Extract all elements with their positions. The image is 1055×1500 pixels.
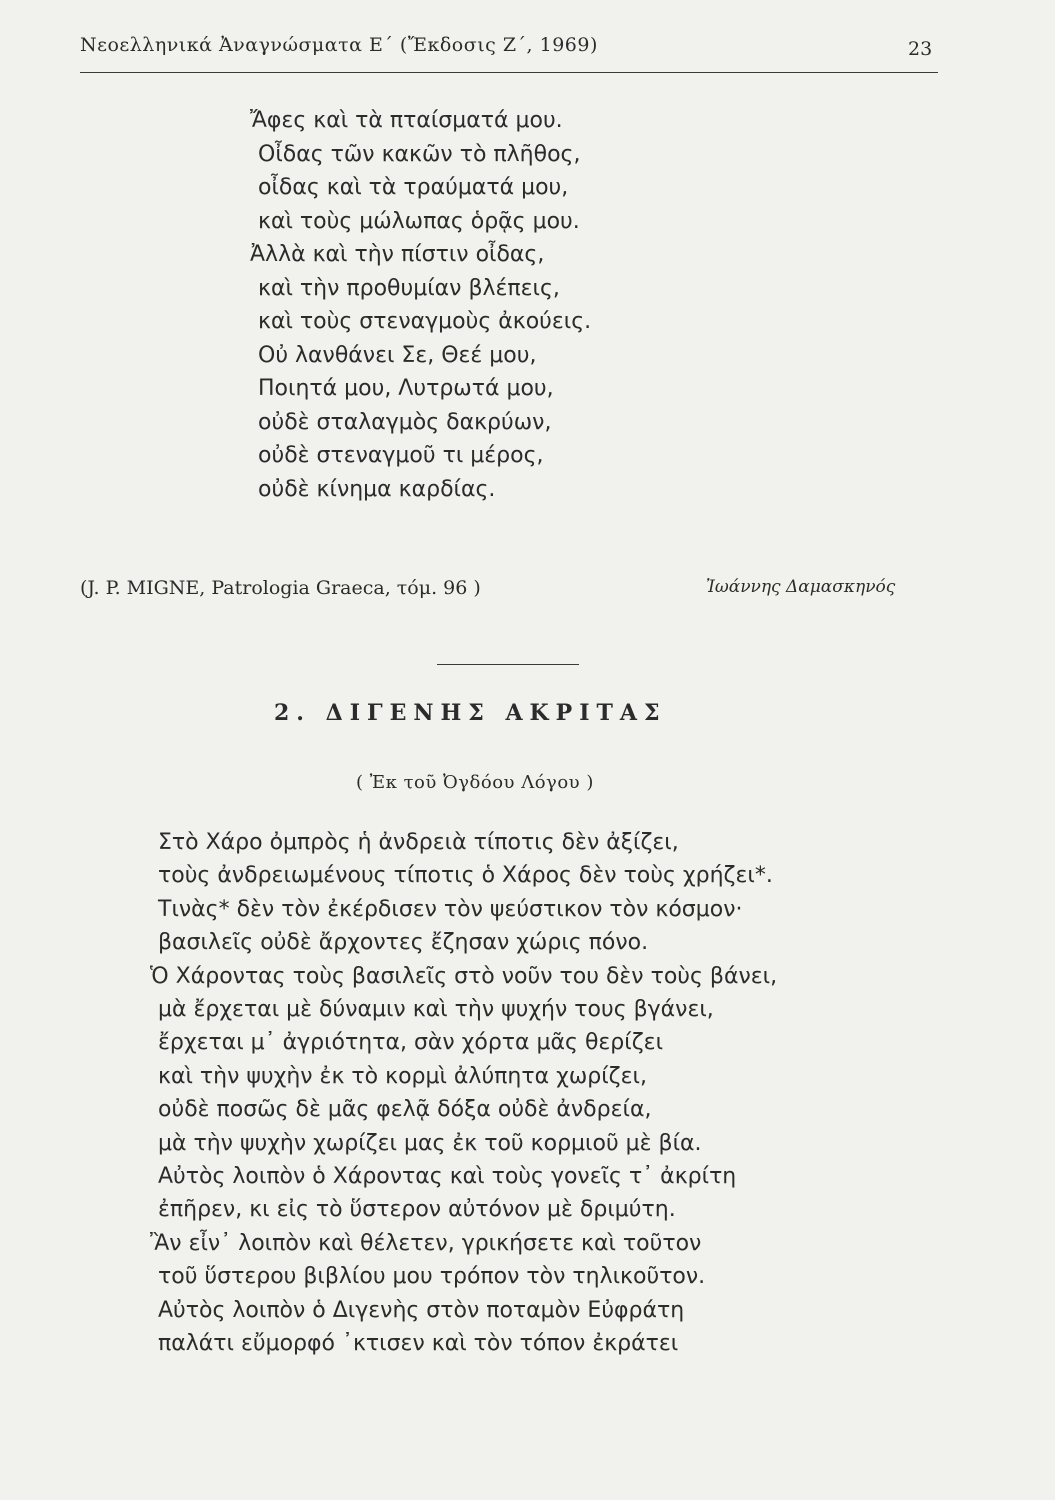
running-header-title: Νεοελληνικά Ἀναγνώσματα Ε΄ (Ἔκδοσις Ζ΄, 1969) [80,34,598,56]
poem-line: Ἀλλὰ καὶ τὴν πίστιν οἶδας, [250,242,545,267]
poem-line: Ἂν εἶν᾽ λοιπὸν καὶ θέλετεν, γρικήσετε καὶ τοῦτον [150,1230,702,1256]
poem-line: Στὸ Χάρο ὀμπρὸς ἡ ἀνδρειὰ τίποτις δὲν ἀξίζει, [158,830,679,855]
poem-line: Τινὰς* δὲν τὸν ἐκέρδισεν τὸν ψεύστικον τὸν κόσμον· [158,896,743,922]
poem-line: Οἶδας τῶν κακῶν τὸ πλῆθος, [258,141,581,167]
poem-line: Ἄφες καὶ τὰ πταίσματά μου. [250,108,563,133]
page-number: 23 [908,38,933,60]
section-title: 2. ΔΙΓΕΝΗΣ ΑΚΡΙΤΑΣ [274,700,667,726]
poem-line: καὶ τὴν προθυμίαν βλέπεις, [258,275,560,301]
poem-line: βασιλεῖς οὐδὲ ἄρχοντες ἔζησαν χώρις πόνο. [158,930,649,956]
poem-line: Οὐ λανθάνει Σε, Θεέ μου, [258,342,537,368]
poem-line: Αὐτὸς λοιπὸν ὁ Διγενὴς στὸν ποταμὸν Εὐφράτη [158,1297,685,1323]
poem-line: οὐδὲ κίνημα καρδίας. [258,476,496,502]
poem-line: καὶ τοὺς μώλωπας ὁρᾷς μου. [258,208,580,234]
poem-line: Ποιητά μου, Λυτρωτά μου, [258,376,554,401]
poem-excerpt-damascene [250,104,592,506]
poem-line: τοὺς ἀνδρειωμένους τίποτις ὁ Χάρος δὲν τοὺς χρήζει*. [158,863,773,889]
section-subtitle: ( Ἐκ τοῦ Ὀγδόου Λόγου ) [356,772,594,793]
poem-line: ἐπῆρεν, κι εἰς τὸ ὕστερον αὐτόνον μὲ δριμύτη. [158,1197,676,1223]
poem-line: μὰ ἔρχεται μὲ δύναμιν καὶ τὴν ψυχήν τους βγάνει, [158,997,714,1023]
poem-line: καὶ τὴν ψυχὴν ἐκ τὸ κορμὶ ἀλύπητα χωρίζει, [158,1063,647,1089]
poem-line: καὶ τοὺς στεναγμοὺς ἀκούεις. [258,309,592,334]
poem-line: οὐδὲ ποσῶς δὲ μᾶς φελᾷ δόξα οὐδὲ ἀνδρεία, [158,1097,652,1123]
poem-line: παλάτι εὔμορφό ᾽κτισεν καὶ τὸν τόπον ἐκράτει [158,1331,679,1357]
poem-line: οἶδας καὶ τὰ τραύματά μου, [258,175,569,200]
source-citation: (J. P. MIGNE, Patrologia Graeca, τόμ. 96 ) [80,577,481,599]
header-divider [80,72,938,73]
poem-line: ἔρχεται μ᾽ ἀγριότητα, σὰν χόρτα μᾶς θερίζει [158,1030,664,1056]
poem-line: Ὁ Χάροντας τοὺς βασιλεῖς στὸ νοῦν του δὲν τοὺς βάνει, [150,963,778,989]
poem-line: Αὐτὸς λοιπὸν ὁ Χάροντας καὶ τοὺς γονεῖς τ᾽ ἀκρίτη [158,1164,737,1190]
poem-excerpt-digenis [150,826,778,1361]
poem-line: τοῦ ὕστερου βιβλίου μου τρόπον τὸν τηλικοῦτον. [158,1264,706,1290]
section-divider [437,664,579,665]
poem-line: οὐδὲ στεναγμοῦ τι μέρος, [258,443,544,468]
poem-line: οὐδὲ σταλαγμὸς δακρύων, [258,409,552,435]
poem-line: μὰ τὴν ψυχὴν χωρίζει μας ἐκ τοῦ κορμιοῦ μὲ βία. [158,1130,702,1156]
author-attribution: Ἰωάννης Δαμασκηνός [706,577,896,597]
